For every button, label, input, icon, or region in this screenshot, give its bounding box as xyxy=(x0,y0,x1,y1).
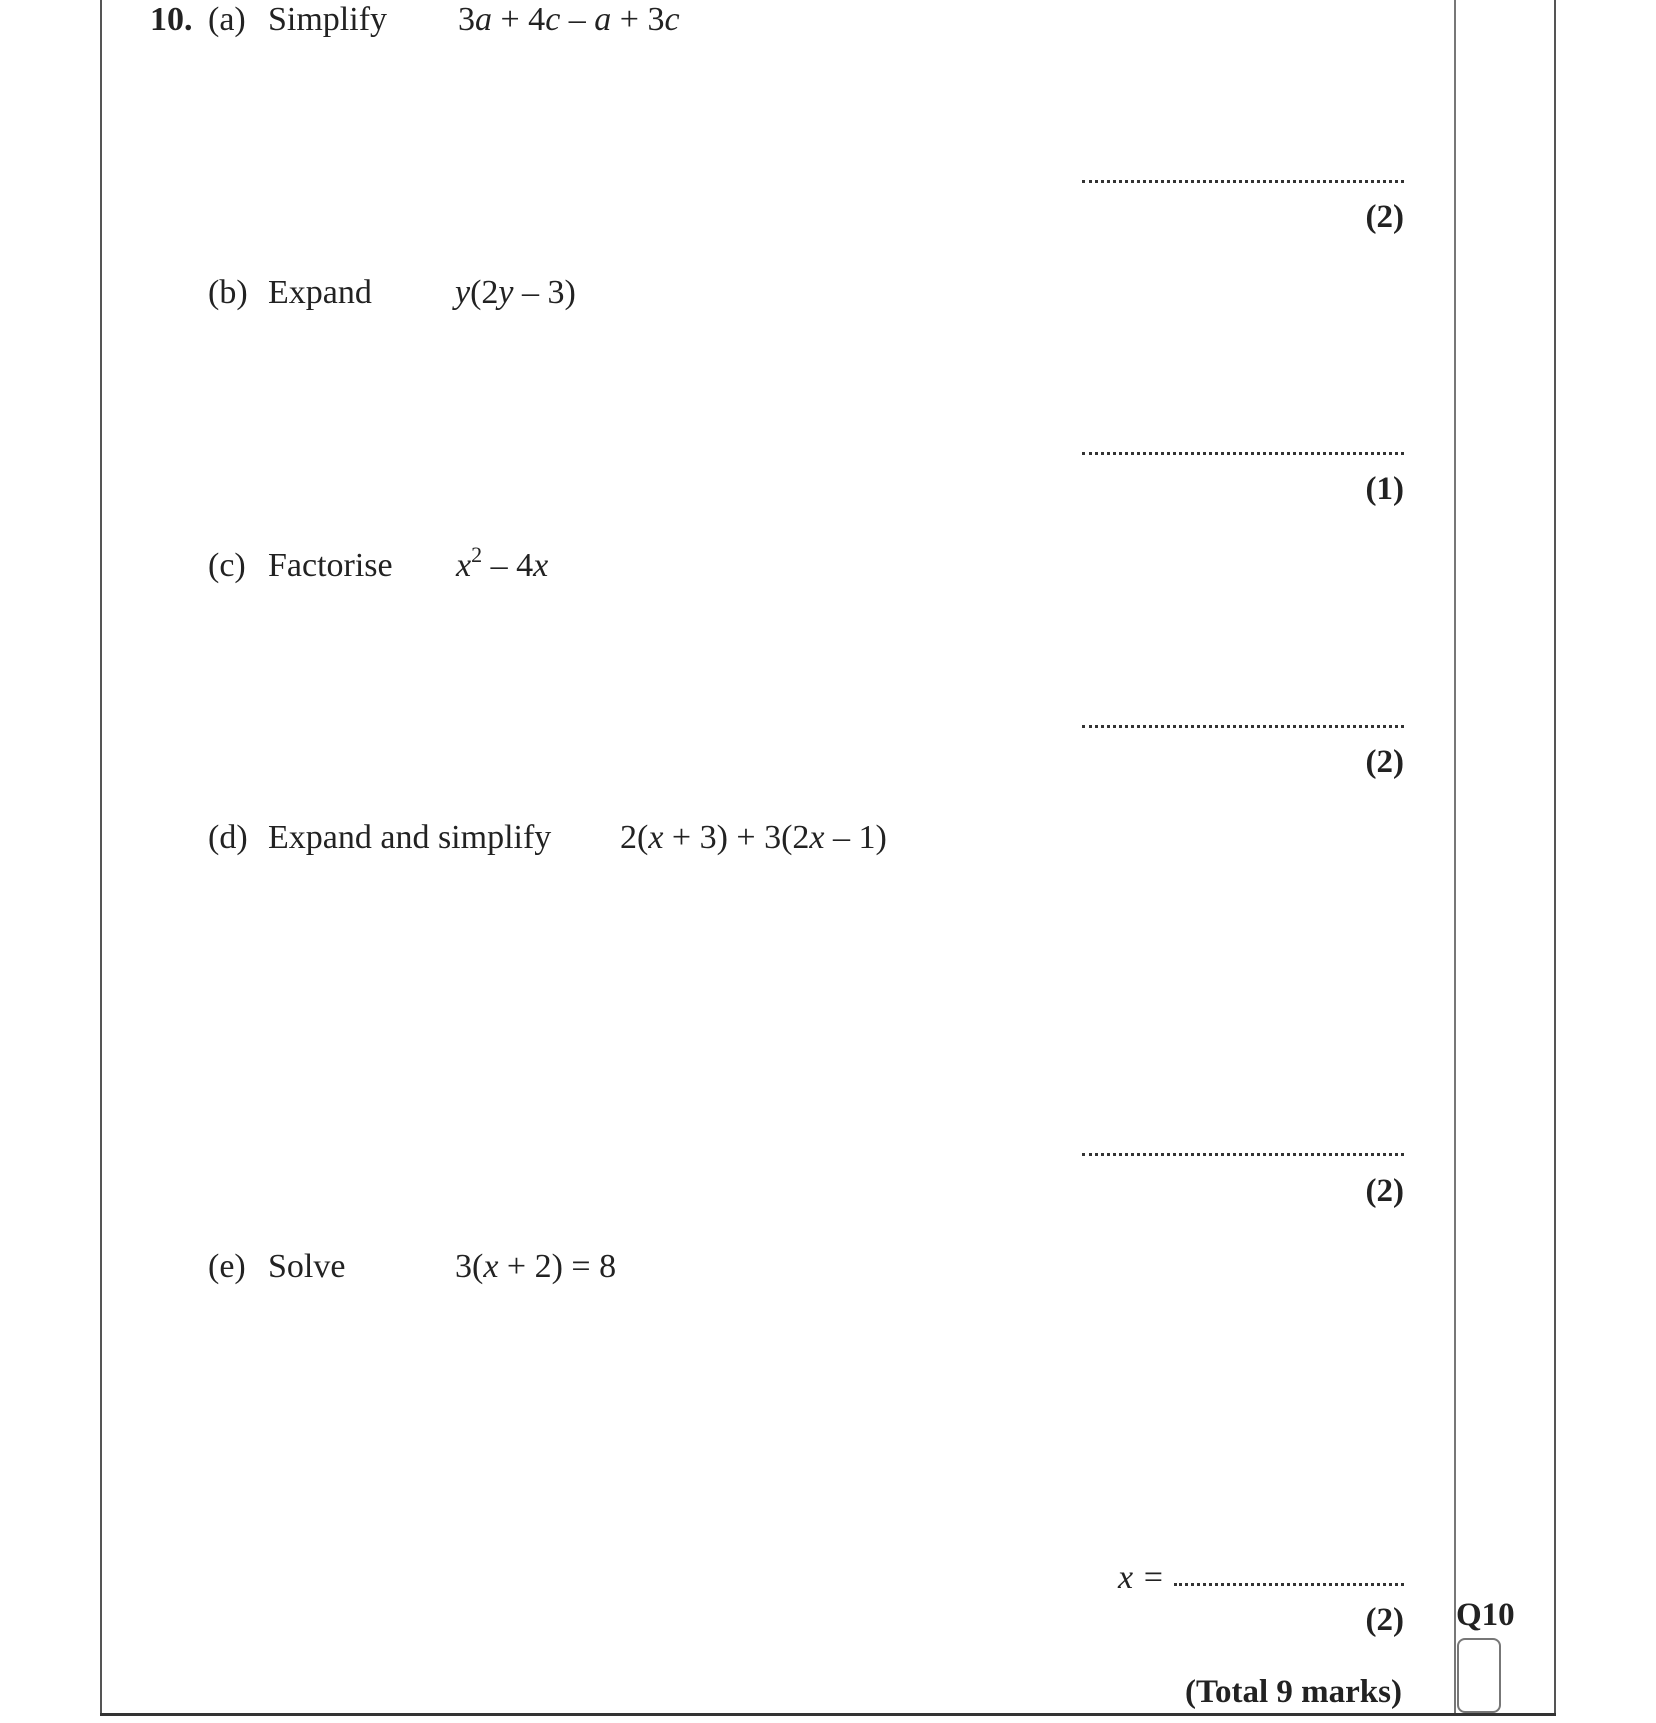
margin-rule xyxy=(1454,0,1456,1715)
question-reference: Q10 xyxy=(1456,1597,1515,1633)
part-b-label: (b) xyxy=(208,274,248,311)
part-e-expression: 3(x + 2) = 8 xyxy=(455,1248,617,1285)
part-d-instruction: Expand and simplify xyxy=(268,819,552,856)
part-a-expression: 3a + 4c – a + 3c xyxy=(458,1,680,38)
total-marks: (Total 9 marks) xyxy=(1185,1674,1402,1710)
part-e-marks: (2) xyxy=(1365,1602,1404,1638)
part-a-instruction: Simplify xyxy=(268,1,388,38)
examiner-mark-box xyxy=(1457,1638,1501,1713)
part-b-expression: y(2y – 3) xyxy=(455,274,576,311)
part-c-label: (c) xyxy=(208,547,246,584)
part-c-instruction: Factorise xyxy=(268,547,393,584)
part-d-marks: (2) xyxy=(1365,1173,1404,1209)
part-c-expression: $x^2 - 4x$ xyxy=(456,542,549,584)
part-d-label: (d) xyxy=(208,819,248,856)
part-b-marks: (1) xyxy=(1365,471,1404,507)
part-e-instruction: Solve xyxy=(268,1248,346,1285)
part-e-answer-prefix: x = xyxy=(1118,1559,1165,1596)
bottom-rule xyxy=(100,1713,1556,1716)
part-b-instruction: Expand xyxy=(268,274,372,311)
part-a-label: (a) xyxy=(208,1,246,38)
part-c-marks: (2) xyxy=(1365,744,1404,780)
question-number: 10. xyxy=(150,1,193,38)
part-d-expression: 2(x + 3) + 3(2x – 1) xyxy=(620,819,887,856)
part-e-label: (e) xyxy=(208,1248,246,1285)
part-a-marks: (2) xyxy=(1365,199,1404,235)
part-b-answer-line[interactable] xyxy=(1082,452,1404,455)
part-e-answer-line[interactable] xyxy=(1174,1583,1404,1586)
part-d-answer-line[interactable] xyxy=(1082,1153,1404,1156)
part-c-answer-line[interactable] xyxy=(1082,725,1404,728)
part-a-answer-line[interactable] xyxy=(1082,180,1404,183)
